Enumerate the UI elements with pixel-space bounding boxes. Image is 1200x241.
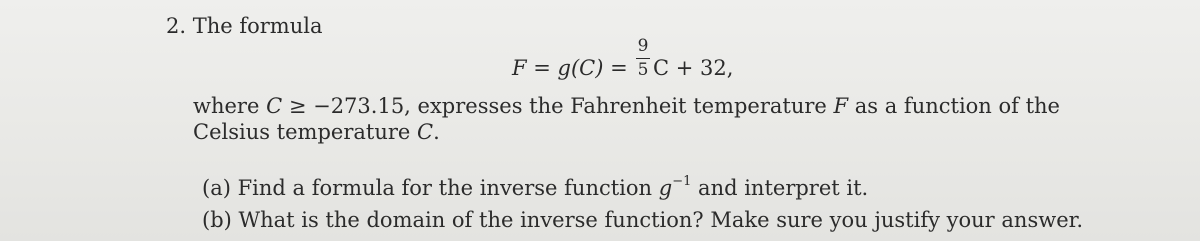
part-a-suffix: and interpret it. [691, 176, 869, 200]
fraction-numerator: 9 [637, 36, 649, 56]
formula-rhs: C + 32, [653, 56, 734, 80]
condition-line-1 [193, 96, 1060, 117]
part-a [202, 175, 868, 199]
fraction-denominator: 5 [637, 60, 649, 80]
condition-line-2 [193, 122, 440, 143]
variable-g: g [658, 176, 673, 200]
part-b: (b) What is the domain of the inverse function? Make sure you justify your answer. [202, 208, 1084, 232]
condition-text-4: Celsius temperature [193, 120, 417, 144]
variable-f: F [833, 94, 849, 118]
formula-lhs: F = g(C) = [512, 56, 628, 80]
formula-fraction [636, 38, 650, 79]
condition-text-5: . [433, 120, 440, 144]
condition-text-1: where [193, 94, 267, 118]
problem-heading: 2. The formula [166, 14, 323, 38]
part-a-prefix: (a) Find a formula for the inverse function [202, 176, 659, 200]
variable-c: C [266, 94, 283, 118]
inverse-superscript: −1 [672, 174, 692, 189]
variable-c-2: C [417, 120, 434, 144]
condition-text-3: as a function of the [848, 94, 1060, 118]
condition-text-2: ≥ −273.15, expresses the Fahrenheit temperature [282, 94, 834, 118]
